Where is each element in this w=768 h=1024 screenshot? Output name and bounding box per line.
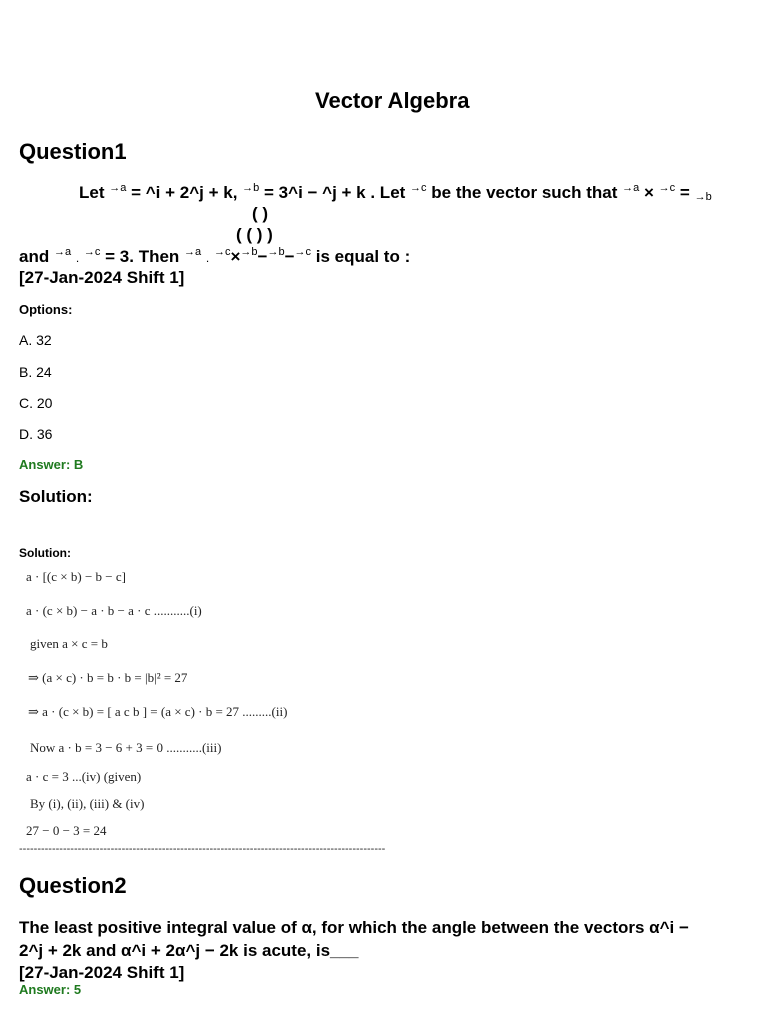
q1-and: and: [19, 247, 50, 266]
vector-a-icon: →a: [622, 182, 640, 194]
q1-let: Let: [79, 183, 105, 202]
options-label: Options:: [19, 302, 73, 317]
solution-step-4: ⇒ (a × c) · b = b · b = |b|² = 27: [28, 670, 188, 685]
q1-eq3: = 3. Then: [105, 247, 180, 266]
q1-dot2: .: [205, 251, 210, 265]
option-d: D. 36: [19, 426, 53, 442]
question1-line2: and $^{\to a}$ . $^{\to c}$ = 3. Then $^{\to a}$ . $^{\to c}$×$^{\to b}$−$^{\to b}$−$^{\to c}$ is equal to :: [19, 246, 411, 266]
vector-c-icon: →c: [410, 182, 427, 194]
q1-a-def: = ^i + 2^j + k,: [131, 183, 238, 202]
solution-step-5: ⇒ a · (c × b) = [ a c b ] = (a × c) · b = 27 .........(ii): [28, 704, 288, 719]
vector-b-icon: →b: [267, 246, 285, 258]
question1-heading: Question1: [19, 139, 127, 164]
question1-source: [27-Jan-2024 Shift 1]: [19, 268, 185, 287]
q1-tail: is equal to :: [315, 247, 411, 266]
vector-a-icon: →a: [184, 246, 202, 258]
question2-source: [27-Jan-2024 Shift 1]: [19, 963, 185, 982]
vector-c-icon: →c: [213, 246, 231, 258]
solution-step-2: a · (c × b) − a · b − a · c ...........(i): [26, 603, 202, 618]
q1-be: be the vector such that: [431, 183, 618, 202]
vector-b-icon: →b: [240, 246, 258, 258]
option-b: B. 24: [19, 364, 52, 380]
solution-step-9: 27 − 0 − 3 = 24: [26, 823, 107, 838]
vector-c-icon: →c: [294, 246, 312, 258]
vector-b-icon: →b: [694, 191, 712, 203]
q1-eq: =: [679, 183, 690, 202]
q1-paren2: ( ( ) ): [236, 225, 273, 244]
q1-paren1: ( ): [252, 204, 269, 223]
solution-step-8: By (i), (ii), (iii) & (iv): [30, 796, 145, 811]
page-title: Vector Algebra: [315, 88, 470, 113]
vector-a-icon: →a: [109, 182, 127, 194]
q1-dot: .: [75, 251, 80, 265]
option-a: A. 32: [19, 332, 52, 348]
question2-line1: The least positive integral value of α, for which the angle between the vectors α^i −: [19, 918, 689, 937]
solution-step-6: Now a · b = 3 − 6 + 3 = 0 ...........(iii): [30, 740, 222, 755]
section-divider: ----------------------------------------------------------------------------------------------------: [19, 843, 386, 855]
question2-line2: 2^j + 2k and α^i + 2α^j − 2k is acute, is___: [19, 941, 359, 960]
option-c: C. 20: [19, 395, 53, 411]
solution-step-1: a · [(c × b) − b − c]: [26, 569, 126, 584]
q1-b-def: = 3^i − ^j + k . Let: [264, 183, 406, 202]
question2-heading: Question2: [19, 873, 127, 898]
question1-line1: [79, 182, 712, 203]
vector-b-icon: →b: [242, 182, 260, 194]
solution-heading: Solution:: [19, 487, 93, 506]
vector-a-icon: →a: [53, 246, 72, 258]
solution-step-7: a · c = 3 ...(iv) (given): [26, 769, 142, 784]
question2-answer: Answer: 5: [19, 982, 82, 997]
solution-label: Solution:: [19, 546, 71, 560]
vector-c-icon: →c: [83, 246, 101, 258]
question1-answer: Answer: B: [19, 457, 84, 472]
vector-c-icon: →c: [658, 182, 676, 194]
q1-cross: ×: [643, 183, 654, 202]
solution-step-3: given a × c = b: [30, 636, 108, 651]
